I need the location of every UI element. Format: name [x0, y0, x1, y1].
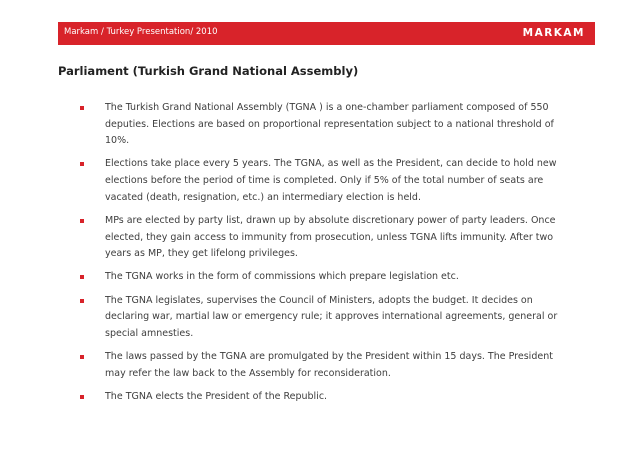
- list-item: [78, 213, 558, 263]
- page-title: Parliament (Turkish Grand National Assembly): [58, 64, 359, 78]
- square-bullet-icon: [80, 299, 84, 303]
- header-text: Markam / Turkey Presentation/ 2010: [64, 27, 218, 37]
- list-item: [78, 100, 558, 150]
- list-item: [78, 349, 558, 382]
- list-item: [78, 269, 558, 286]
- header-bar: [58, 22, 595, 45]
- bullet-text: The TGNA legislates, supervises the Council of Ministers, adopts the budget. It decides on declaring war, martial law or emergency rule; it approves international agreements, general or special amnesties.: [105, 294, 558, 339]
- bullet-list: [78, 100, 558, 412]
- list-item: [78, 389, 558, 406]
- list-item: [78, 156, 558, 206]
- square-bullet-icon: [80, 275, 84, 279]
- bullet-text: The Turkish Grand National Assembly (TGNA ) is a one-chamber parliament composed of 550 deputies. Elections are based on proportional representation subject to a national threshold of 10%.: [105, 102, 554, 147]
- markam-logo: MARKAM: [522, 27, 585, 39]
- square-bullet-icon: [80, 395, 84, 399]
- bullet-text: The TGNA elects the President of the Republic.: [105, 391, 328, 403]
- square-bullet-icon: [80, 355, 84, 359]
- bullet-text: The laws passed by the TGNA are promulgated by the President within 15 days. The President may refer the law back to the Assembly for reconsideration.: [105, 351, 553, 379]
- bullet-text: The TGNA works in the form of commissions which prepare legislation etc.: [105, 271, 459, 283]
- square-bullet-icon: [80, 162, 84, 166]
- square-bullet-icon: [80, 219, 84, 223]
- bullet-text: MPs are elected by party list, drawn up by absolute discretionary power of party leaders. Once elected, they gain access to immunity from prosecution, unless TGNA lifts immunity. After two years as MP, they get lifelong privileges.: [105, 214, 556, 260]
- bullet-text: Elections take place every 5 years. The TGNA, as well as the President, can decide to hold new elections before the period of time is completed. Only if 5% of the total number of seats are vacated (death, resignation, etc.) an intermediary election is held.: [105, 158, 557, 203]
- square-bullet-icon: [80, 106, 84, 110]
- list-item: [78, 293, 558, 343]
